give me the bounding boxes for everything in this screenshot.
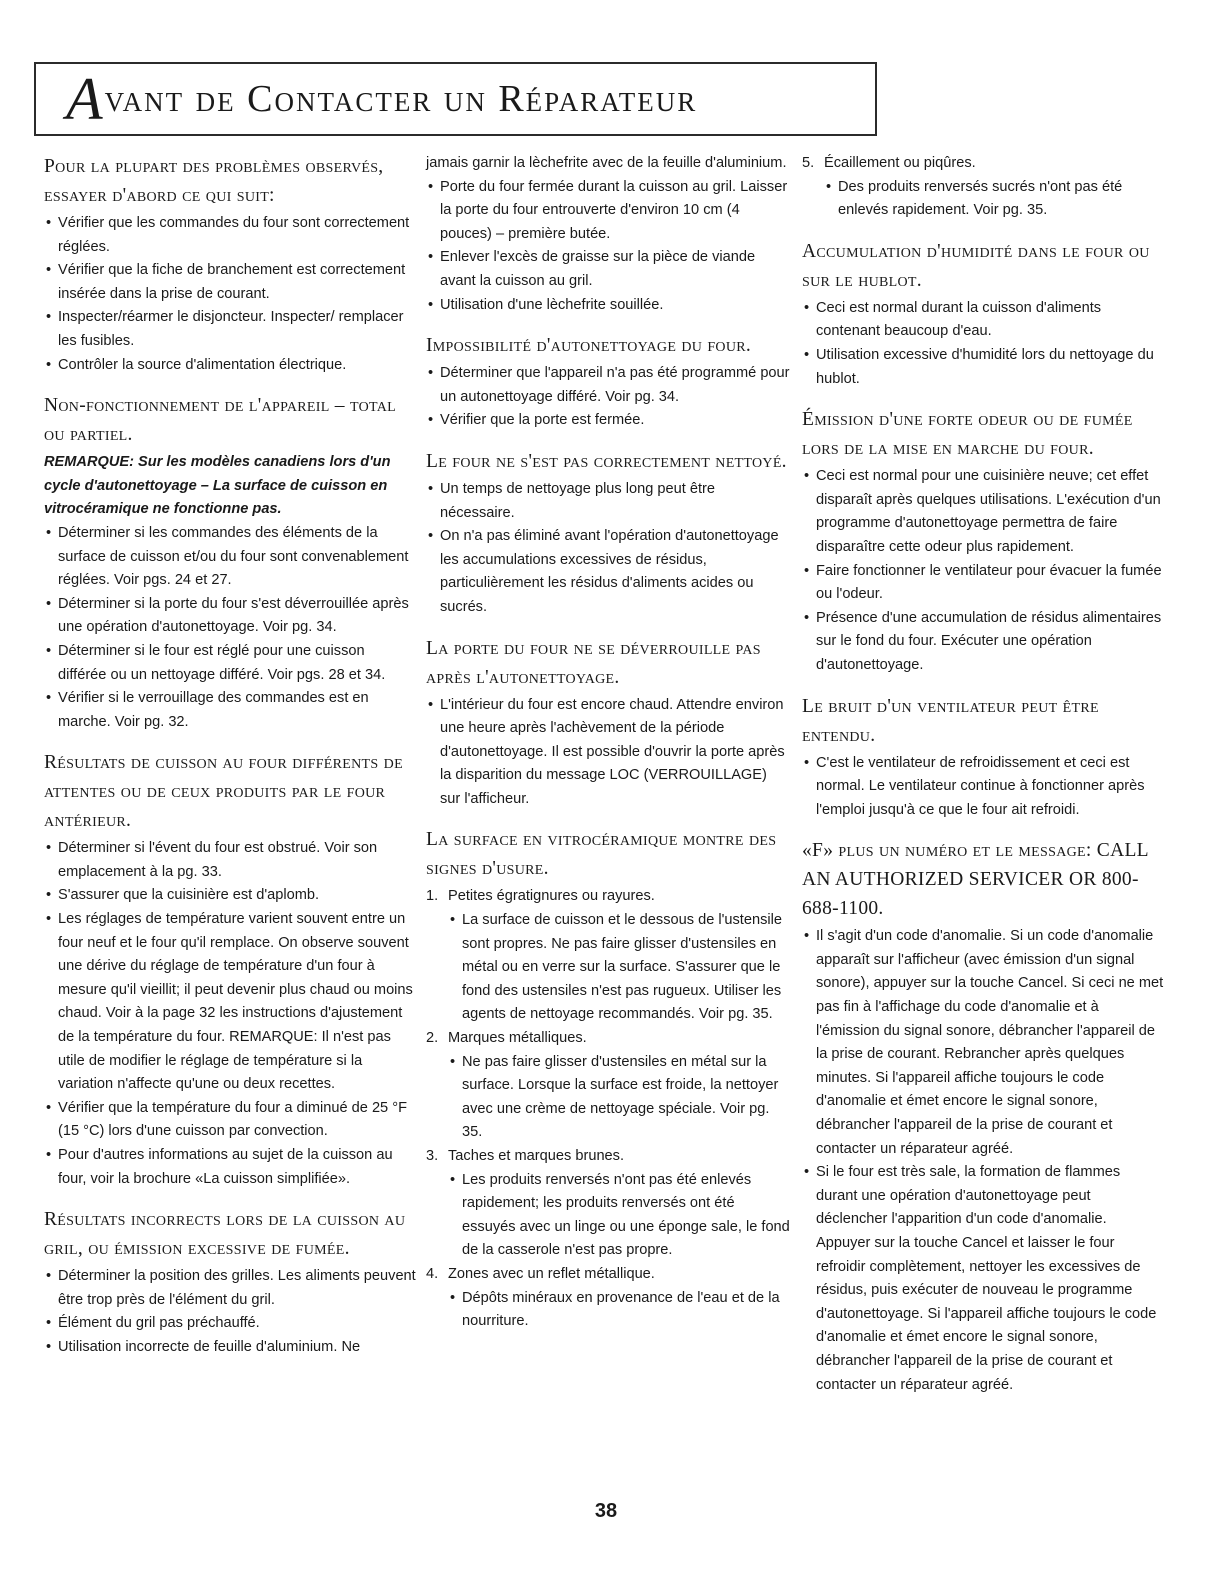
section	[44, 152, 416, 377]
list-item: • Déterminer la position des grilles. Les aliments peuvent être trop près de l'élément du gril.	[44, 1265, 416, 1312]
bullet-list	[426, 478, 790, 620]
item-number: 3.	[426, 1148, 439, 1164]
numbered-item	[426, 885, 790, 1027]
item-number: 5.	[802, 155, 815, 171]
list-item: • C'est le ventilateur de refroidissement et ceci est normal. Le ventilateur continue à fonctionner après l'emploi jusqu'à ce que le four ait refroidi.	[802, 752, 1164, 823]
section	[426, 152, 790, 317]
section	[426, 634, 790, 812]
numbered-item	[426, 1027, 790, 1145]
list-item: • Contrôler la source d'alimentation électrique.	[44, 354, 416, 378]
section	[802, 836, 1164, 1397]
list-item: • Pour d'autres informations au sujet de la cuisson au four, voir la brochure «La cuisson simplifiée».	[44, 1144, 416, 1191]
list-item: • Enlever l'excès de graisse sur la pièce de viande avant la cuisson au gril.	[426, 246, 790, 293]
list-item: • On n'a pas éliminé avant l'opération d'autonettoyage les accumulations excessives de résidus, particulièrement les résidus d'aliments acides ou sucrés.	[426, 525, 790, 619]
title-text: vant de Contacter un Réparateur	[104, 78, 698, 120]
bullet-list	[426, 362, 790, 433]
title-initial: A	[66, 66, 103, 132]
list-item: • Les réglages de température varient souvent entre un four neuf et le four qu'il remplace. On observe souvent une dérive du réglage de température d'un four à mesure qu'il vieillit; il peut devenir plus chaud ou moins chaud. Voir à la page 32 les instructions d'ajustement de la température du four. REMARQUE: Il n'est pas utile de modifier le réglage de température si la variation n'affecte qu'une ou deux recettes.	[44, 908, 416, 1097]
sub-item: • Les produits renversés n'ont pas été enlevés rapidement; les produits renversés ont été essuyés avec un linge ou une éponge sale, le fond de la casserole n'est pas propre.	[448, 1169, 790, 1263]
bullet-list	[44, 212, 416, 377]
section-heading: Le four ne s'est pas correctement nettoyé.	[426, 450, 787, 472]
column-2	[426, 152, 790, 1348]
section	[44, 391, 416, 734]
bullet-list	[802, 465, 1164, 677]
list-item: • Déterminer si les commandes des éléments de la surface de cuisson et/ou du four sont convenablement réglées. Voir pgs. 24 et 27.	[44, 522, 416, 593]
section-heading: Résultats incorrects lors de la cuisson au gril, ou émission excessive de fumée.	[44, 1209, 406, 1260]
bullet-list	[802, 297, 1164, 391]
section-heading: La surface en vitrocéramique montre des signes d'usure.	[426, 829, 777, 880]
sub-item: • Ne pas faire glisser d'ustensiles en métal sur la surface. Lorsque la surface est froide, la nettoyer avec une crème de nettoyage spéciale. Voir pg. 35.	[448, 1051, 790, 1145]
section-heading: Résultats de cuisson au four différents de attentes ou de ceux produits par le four antérieur.	[44, 752, 403, 832]
numbered-list	[426, 885, 790, 1333]
section	[426, 331, 790, 433]
section-heading: Impossibilité d'autonettoyage du four.	[426, 335, 752, 357]
list-item: • Déterminer si la porte du four s'est déverrouillée après une opération d'autonettoyage. Voir pg. 34.	[44, 593, 416, 640]
list-item: • Déterminer que l'appareil n'a pas été programmé pour un autonettoyage différé. Voir pg. 34.	[426, 362, 790, 409]
list-item: • Un temps de nettoyage plus long peut être nécessaire.	[426, 478, 790, 525]
section-heading: Le bruit d'un ventilateur peut être entendu.	[802, 695, 1099, 746]
section	[44, 748, 416, 1191]
bullet-list	[44, 837, 416, 1191]
sub-item: • Des produits renversés sucrés n'ont pas été enlevés rapidement. Voir pg. 35.	[824, 176, 1164, 223]
list-item: • Utilisation excessive d'humidité lors du nettoyage du hublot.	[802, 344, 1164, 391]
sub-list	[824, 176, 1164, 223]
list-item: • Inspecter/réarmer le disjoncteur. Inspecter/ remplacer les fusibles.	[44, 306, 416, 353]
sub-list	[448, 1287, 790, 1334]
numbered-list	[802, 152, 1164, 223]
section-heading: Pour la plupart des problèmes observés, essayer d'abord ce qui suit:	[44, 156, 384, 206]
list-item: • L'intérieur du four est encore chaud. Attendre environ une heure après l'achèvement de la période d'autonettoyage. Il est possible d'ouvrir la porte après la disparition du message LOC (VERROUILLAGE) sur l'afficheur.	[426, 694, 790, 812]
page-number: 38	[594, 1500, 618, 1522]
section-heading: Émission d'une forte odeur ou de fumée lors de la mise en marche du four.	[802, 409, 1133, 460]
column-1	[44, 152, 416, 1374]
list-item: • S'assurer que la cuisinière est d'aplomb.	[44, 884, 416, 908]
list-item: • Utilisation d'une lèchefrite souillée.	[426, 294, 790, 318]
list-item: • Vérifier que la porte est fermée.	[426, 409, 790, 433]
list-item: • Porte du four fermée durant la cuisson au gril. Laisser la porte du four entrouverte d'environ 10 cm (4 pouces) – première butée.	[426, 176, 790, 247]
list-item: • Élément du gril pas préchauffé.	[44, 1312, 416, 1336]
item-text: Petites égratignures ou rayures.	[448, 888, 655, 905]
section	[426, 447, 790, 620]
section-heading: La porte du four ne se déverrouille pas après l'autonettoyage.	[426, 637, 761, 688]
section	[426, 825, 790, 1333]
section	[802, 405, 1164, 677]
bullet-list	[44, 1265, 416, 1359]
bullet-list	[802, 752, 1164, 823]
item-text: Zones avec un reflet métallique.	[448, 1265, 655, 1282]
item-number: 1.	[426, 888, 439, 905]
list-item: • Déterminer si l'évent du four est obstrué. Voir son emplacement à la pg. 33.	[44, 837, 416, 884]
section-heading: Non-fonctionnement de l'appareil – total ou partiel.	[44, 395, 396, 446]
bullet-list	[802, 925, 1164, 1397]
continued-text: jamais garnir la lèchefrite avec de la feuille d'aluminium.	[426, 155, 787, 171]
list-item: • Vérifier si le verrouillage des commandes est en marche. Voir pg. 32.	[44, 687, 416, 734]
list-item: • Vérifier que les commandes du four sont correctement réglées.	[44, 212, 416, 259]
item-number: 4.	[426, 1265, 439, 1282]
section	[44, 1205, 416, 1359]
sub-list	[448, 1051, 790, 1145]
list-item: • Déterminer si le four est réglé pour une cuisson différée ou un nettoyage différé. Voir pgs. 28 et 34.	[44, 640, 416, 687]
list-item: • Présence d'une accumulation de résidus alimentaires sur le fond du four. Exécuter une opération d'autonettoyage.	[802, 607, 1164, 678]
column-3	[802, 152, 1164, 1411]
section-heading: «F» plus un numéro et le message: CALL AN AUTHORIZED SERVICER OR 800-688-1100.	[802, 840, 1149, 920]
sub-list	[448, 909, 790, 1027]
page-title	[34, 62, 877, 136]
bullet-list	[44, 522, 416, 734]
sub-item: • La surface de cuisson et le dessous de l'ustensile sont propres. Ne pas faire glisser d'ustensiles en métal ou en verre sur la surface. S'assurer que le fond des ustensiles n'est pas rugueux. Utiliser les agents de nettoyage recommandés. Voir pg. 35.	[448, 909, 790, 1027]
list-item: • Ceci est normal pour une cuisinière neuve; cet effet disparaît après quelques utilisations. L'exécution d'un programme d'autonettoyage permettra de faire disparaître cette odeur plus rapidement.	[802, 465, 1164, 559]
numbered-item	[802, 152, 1164, 223]
bullet-list	[426, 694, 790, 812]
numbered-item	[426, 1145, 790, 1263]
section	[802, 152, 1164, 223]
item-number: 2.	[426, 1030, 439, 1047]
sub-item: • Dépôts minéraux en provenance de l'eau et de la nourriture.	[448, 1287, 790, 1334]
section	[802, 237, 1164, 391]
list-item: • Si le four est très sale, la formation de flammes durant une opération d'autonettoyage peut déclencher l'apparition d'un code d'anomalie. Appuyer sur la touche Cancel et laisser le four refroidir complètement, nettoyer les excessives de résidus, puis exécuter de nouveau le programme d'autonettoyage. Si l'appareil affiche toujours le code d'anomalie et émet encore le signal sonore, débrancher l'appareil de la prise de courant et contacter un réparateur agréé.	[802, 1161, 1164, 1397]
list-item: • Vérifier que la fiche de branchement est correctement insérée dans la prise de courant.	[44, 259, 416, 306]
numbered-item	[426, 1263, 790, 1334]
list-item: • Faire fonctionner le ventilateur pour évacuer la fumée ou l'odeur.	[802, 560, 1164, 607]
item-text: Taches et marques brunes.	[448, 1148, 625, 1164]
section-heading: Accumulation d'humidité dans le four ou sur le hublot.	[802, 240, 1150, 291]
sub-list	[448, 1169, 790, 1263]
item-text: Marques métalliques.	[448, 1030, 587, 1047]
item-text: Écaillement ou piqûres.	[824, 155, 976, 171]
section	[802, 692, 1164, 823]
list-item: • Vérifier que la température du four a diminué de 25 °F (15 °C) lors d'une cuisson par convection.	[44, 1097, 416, 1144]
list-item: • Utilisation incorrecte de feuille d'aluminium. Ne	[44, 1336, 416, 1360]
remark-note: REMARQUE: Sur les modèles canadiens lors d'un cycle d'autonettoyage – La surface de cuisson en vitrocéramique ne fonctionne pas.	[44, 454, 391, 518]
list-item: • Ceci est normal durant la cuisson d'aliments contenant beaucoup d'eau.	[802, 297, 1164, 344]
list-item: • Il s'agit d'un code d'anomalie. Si un code d'anomalie apparaît sur l'afficheur (avec émission d'un signal sonore), appuyer sur la touche Cancel. Si ceci ne met pas fin à l'affichage du code d'anomalie et à l'émission du signal sonore, débrancher l'appareil de la prise de courant. Rebrancher après quelques minutes. Si l'appareil affiche toujours le code d'anomalie et émet encore le signal sonore, débrancher l'appareil de la prise de courant et contacter un réparateur agréé.	[802, 925, 1164, 1161]
bullet-list	[426, 176, 790, 318]
